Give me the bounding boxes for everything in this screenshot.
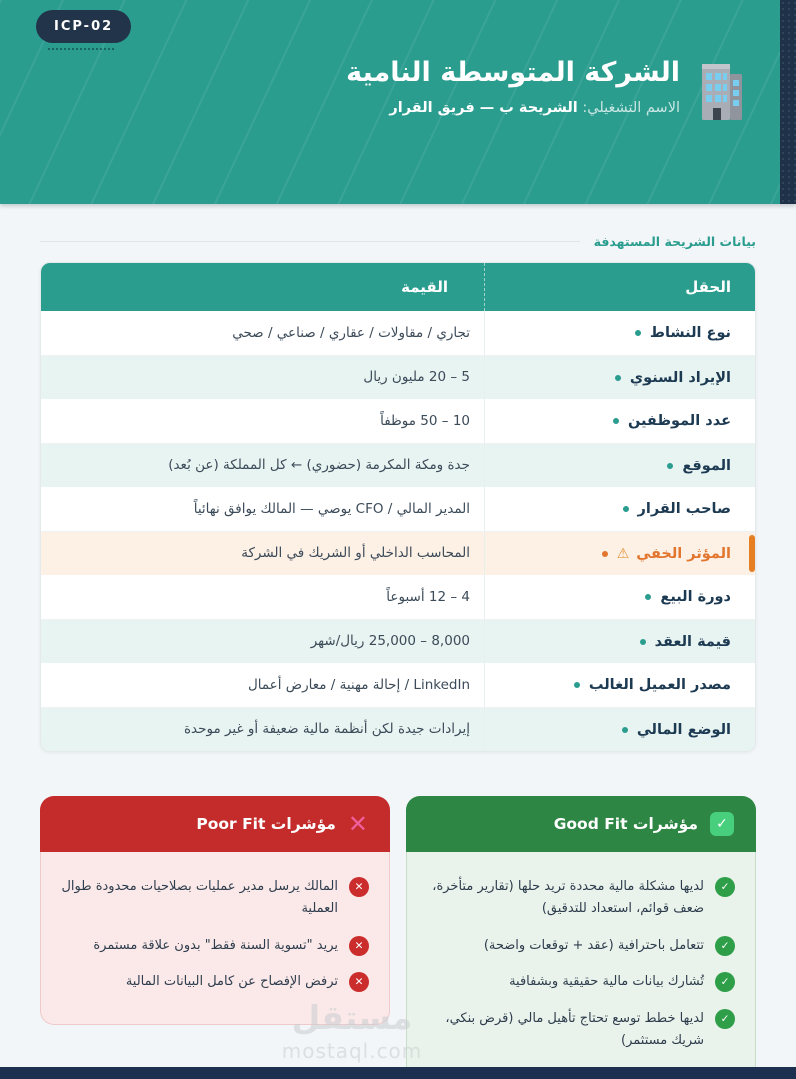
fit-item-text: تتعامل باحترافية (عقد + توقعات واضحة) [483, 937, 704, 953]
value-cell: المدير المالي / CFO يوصي — المالك يوافق نهائياً [193, 500, 470, 517]
field-bullet [635, 330, 641, 336]
field-label: دورة البيع [660, 589, 731, 605]
field-label: عدد الموظفين [627, 413, 731, 429]
field-cell [484, 487, 755, 531]
value-cell: تجاري / مقاولات / عقاري / صناعي / صحي [232, 324, 470, 341]
header-content [346, 56, 748, 128]
poor-fit-item [61, 876, 369, 920]
icp-code-badge: ICP-02 [36, 10, 131, 43]
field-label: المؤثر الخفي [636, 545, 731, 562]
table-row [41, 399, 755, 443]
field-label: مصدر العميل الغالب [588, 677, 731, 693]
main-content [0, 204, 796, 1079]
field-bullet [645, 594, 651, 600]
field-label: الوضع المالي [636, 721, 731, 738]
x-mark-icon: ✕ [347, 810, 368, 838]
field-label: نوع النشاط [649, 325, 731, 341]
field-cell [484, 575, 755, 619]
table-body [41, 311, 755, 751]
fit-item-text: تُشارك بيانات مالية حقيقية وبشفافية [509, 974, 704, 990]
field-cell [484, 620, 755, 663]
poor-fit-item [61, 971, 369, 993]
table-row [41, 663, 755, 707]
field-bullet [613, 418, 619, 424]
field-cell [484, 708, 755, 751]
field-cell [484, 311, 755, 355]
field-label: الإيراد السنوي [629, 369, 731, 386]
table-row [41, 707, 755, 751]
good-fit-card-title: مؤشرات Good Fit [553, 815, 698, 833]
value-cell: 8,000 – 25,000 ريال/شهر [310, 633, 470, 650]
fit-cards-row [40, 796, 756, 1079]
warning-accent-bar [749, 535, 755, 572]
fit-item-text: لديها خطط توسع تحتاج تأهيل مالي (قرض بنكي، شريك مستثمر) [445, 1011, 704, 1049]
section-divider-line [40, 241, 580, 242]
check-square-icon: ✓ [710, 812, 734, 836]
header-edge-strip [780, 0, 796, 204]
field-bullet [640, 639, 646, 645]
field-bullet [574, 682, 580, 688]
good-fit-item [427, 876, 735, 920]
good-fit-card-body [406, 852, 756, 1079]
page-title: الشركة المتوسطة النامية [346, 57, 680, 88]
x-circle-icon: ✕ [349, 936, 369, 956]
office-building-icon [696, 60, 748, 128]
poor-fit-card [40, 796, 390, 1025]
value-cell: 5 – 20 مليون ريال [363, 369, 470, 386]
field-bullet [622, 727, 628, 733]
value-cell: 4 – 12 أسبوعاً [386, 588, 470, 605]
field-bullet [615, 375, 621, 381]
table-header-row [41, 263, 755, 311]
fit-item-text: المالك يرسل مدير عمليات بصلاحيات محدودة طوال العملية [61, 879, 338, 916]
fit-item-text: لديها مشكلة مالية محددة تريد حلها (تقارير متأخرة، ضعف قوائم، استعداد للتدقيق) [432, 879, 704, 916]
table-row [41, 355, 755, 399]
badge-dots-decoration [48, 47, 114, 50]
header-banner [0, 0, 796, 204]
fit-item-text: يريد "تسوية السنة فقط" بدون علاقة مستمرة [93, 937, 338, 953]
header-text [346, 56, 680, 116]
x-circle-icon: ✕ [349, 877, 369, 897]
field-cell [484, 444, 755, 487]
value-cell: المحاسب الداخلي أو الشريك في الشركة [241, 545, 470, 562]
good-fit-item [427, 1008, 735, 1052]
field-cell [484, 532, 755, 575]
table-row [41, 531, 755, 575]
field-cell [484, 356, 755, 399]
poor-fit-card-header [40, 796, 390, 852]
watermark-logo: مستقل [291, 998, 413, 1037]
check-circle-icon: ✓ [715, 972, 735, 992]
x-circle-icon: ✕ [349, 972, 369, 992]
table-row [41, 311, 755, 355]
table-row [41, 619, 755, 663]
page-subtitle [346, 100, 680, 116]
field-bullet [602, 551, 608, 557]
field-label: الموقع [682, 457, 731, 474]
value-cell: إيرادات جيدة لكن أنظمة مالية ضعيفة أو غير موحدة [183, 721, 470, 738]
field-label: قيمة العقد [654, 633, 731, 650]
watermark-domain: mostaql.com [281, 1039, 423, 1063]
section-row [40, 234, 756, 249]
table-row [41, 575, 755, 619]
poor-fit-card-title: مؤشرات Poor Fit [196, 815, 336, 833]
value-cell: 10 – 50 موظفاً [380, 412, 470, 429]
bottom-navy-bar [0, 1067, 796, 1079]
field-cell [484, 663, 755, 707]
table-row [41, 443, 755, 487]
field-bullet [667, 463, 673, 469]
good-fit-card-header [406, 796, 756, 852]
column-header-value: القيمة [401, 277, 448, 296]
poor-fit-item [61, 935, 369, 957]
check-circle-icon: ✓ [715, 1009, 735, 1029]
field-label: صاحب القرار [637, 501, 731, 517]
fit-item-text: ترفض الإفصاح عن كامل البيانات المالية [125, 974, 338, 990]
warning-icon: ⚠ [616, 545, 630, 562]
table-row [41, 487, 755, 531]
segment-data-table [40, 262, 756, 752]
field-cell [484, 399, 755, 443]
subtitle-value: الشريحة ب — فريق القرار [389, 99, 578, 116]
check-circle-icon: ✓ [715, 936, 735, 956]
check-circle-icon: ✓ [715, 877, 735, 897]
value-cell: جدة ومكة المكرمة (حضوري) ← كل المملكة (عن بُعد) [168, 457, 470, 474]
poor-fit-card-body [40, 852, 390, 1025]
column-header-field: الحقل [484, 263, 755, 311]
field-bullet [623, 506, 629, 512]
good-fit-card [406, 796, 756, 1079]
section-title: بيانات الشريحة المستهدفة [593, 234, 756, 249]
value-cell: LinkedIn / إحالة مهنية / معارض أعمال [247, 676, 470, 693]
good-fit-item [427, 935, 735, 957]
good-fit-item [427, 971, 735, 993]
subtitle-label: الاسم التشغيلي: [582, 99, 680, 116]
